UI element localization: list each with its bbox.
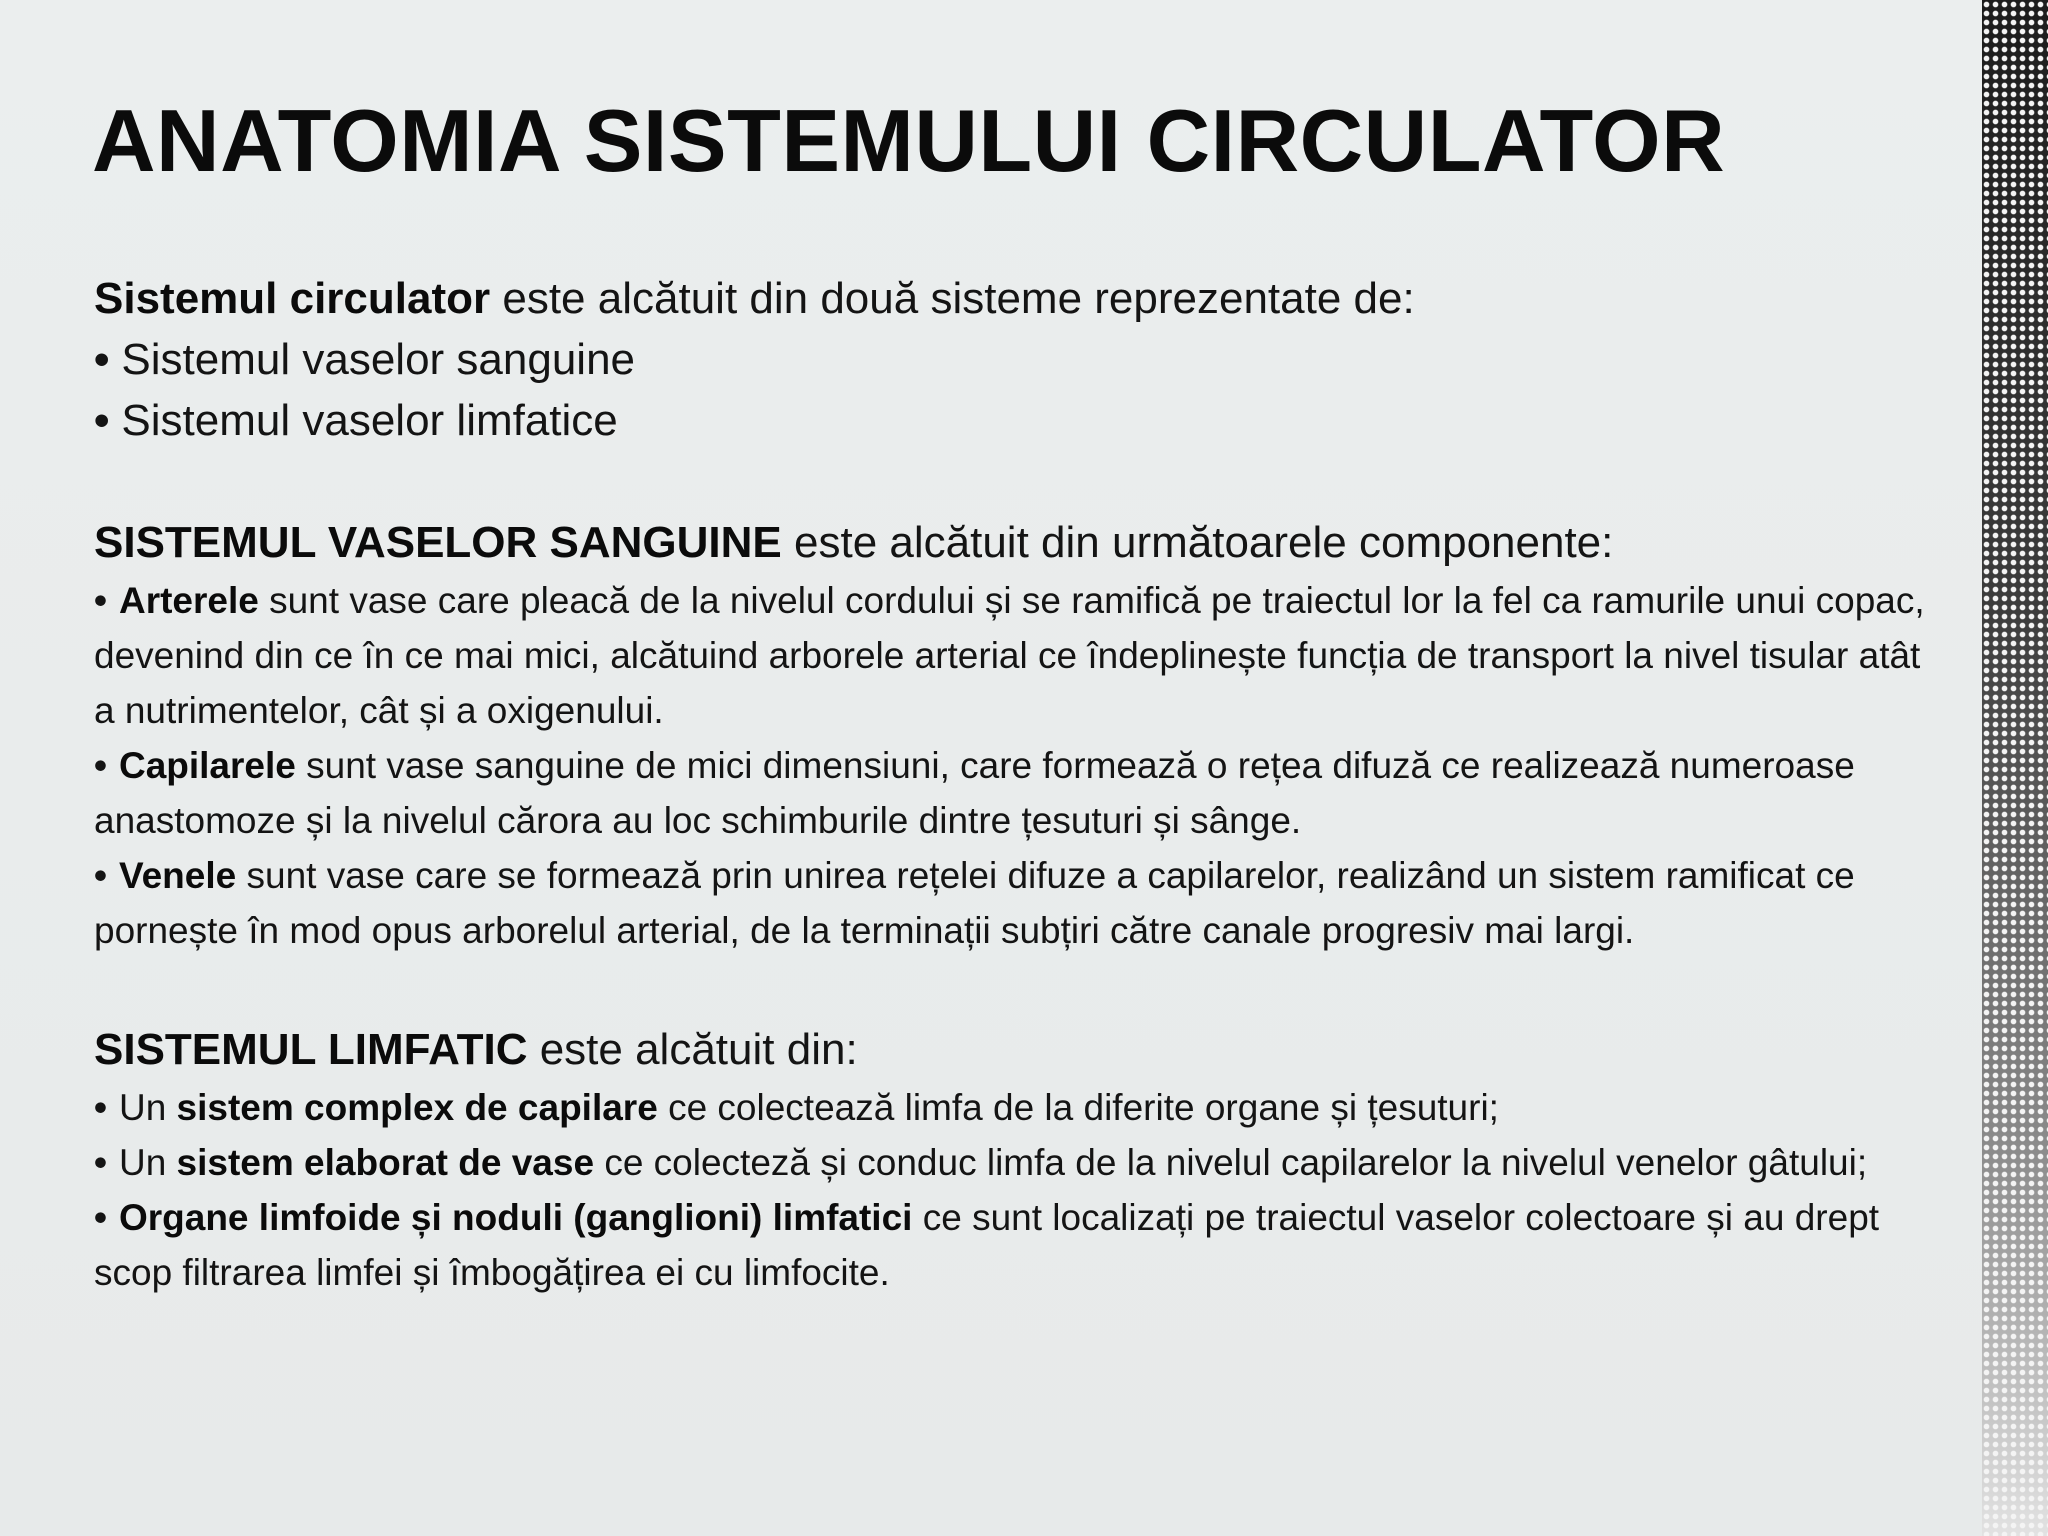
list-item-text: ce colectează limfa de la diferite organe și țesuturi; (657, 1087, 1499, 1128)
bullet-icon: • (94, 1087, 107, 1128)
list-item-text: sunt vase care se formează prin unirea rețelei difuze a capilarelor, realizând un sistem ramificat ce pornește în mod opus arborelul arterial, de la terminații subțiri către canale progresiv mai largi. (94, 855, 1855, 951)
sanguine-text: este alcătuit din următoarele componente: (781, 518, 1614, 567)
list-item-text: ce sunt localizați pe traiectul vaselor colectoare și au drept scop filtrarea limfei și îmbogățirea ei cu limfocite. (94, 1197, 1880, 1293)
list-item-term: sistem elaborat de vase (176, 1142, 595, 1183)
list-item-term: Organe limfoide și noduli (ganglioni) limfatici (118, 1197, 913, 1238)
list-item (94, 1135, 1944, 1190)
sanguine-list (94, 573, 1944, 958)
bullet-icon: • (94, 745, 107, 786)
sanguine-term: SISTEMUL VASELOR SANGUINE (94, 518, 782, 567)
bullet-icon: • (94, 396, 110, 445)
list-item-text: Sistemul vaselor sanguine (121, 335, 636, 384)
list-item-text: sunt vase sanguine de mici dimensiuni, care formează o rețea difuză ce realizează numeroase anastomoze și la nivelul cărora au loc schimburile dintre țesuturi și sânge. (94, 745, 1855, 841)
list-item-prefix: Un (118, 1142, 177, 1183)
list-item-term: Capilarele (118, 745, 296, 786)
bullet-icon: • (94, 1142, 107, 1183)
limfatic-heading (94, 1019, 1944, 1080)
bullet-icon: • (94, 1197, 107, 1238)
decorative-dot-pattern (1982, 0, 2048, 1536)
sanguine-heading (94, 512, 1944, 573)
intro-list (94, 329, 1944, 451)
list-item-term: Arterele (118, 580, 259, 621)
list-item-term: sistem complex de capilare (176, 1087, 658, 1128)
spacer (94, 958, 1944, 1019)
list-item-term: Venele (118, 855, 237, 896)
list-item-text: ce colecteză și conduc limfa de la nivelul capilarelor la nivelul venelor gâtului; (594, 1142, 1868, 1183)
list-item (94, 848, 1944, 958)
bullet-icon: • (94, 335, 110, 384)
list-item-prefix: Un (118, 1087, 177, 1128)
list-item (94, 390, 1944, 451)
limfatic-text: este alcătuit din: (527, 1025, 858, 1074)
spacer (94, 451, 1944, 512)
bullet-icon: • (94, 580, 107, 621)
list-item-text: sunt vase care pleacă de la nivelul cordului și se ramifică pe traiectul lor la fel ca ramurile unui copac, devenind din ce în ce mai mici, alcătuind arborele arterial ce îndeplinește funcția de transport la nivel tisular atât a nutrimentelor, cât și a oxigenului. (94, 580, 1925, 731)
list-item (94, 1080, 1944, 1135)
slide-title: ANATOMIA SISTEMULUI CIRCULATOR (92, 91, 1726, 190)
bullet-icon: • (94, 855, 107, 896)
intro-term: Sistemul circulator (94, 274, 491, 323)
limfatic-term: SISTEMUL LIMFATIC (94, 1025, 528, 1074)
list-item-text: Sistemul vaselor limfatice (121, 396, 618, 445)
list-item (94, 329, 1944, 390)
intro-paragraph (94, 268, 1944, 329)
list-item (94, 738, 1944, 848)
list-item (94, 1190, 1944, 1300)
intro-text: este alcătuit din două sisteme reprezentate de: (490, 274, 1415, 323)
limfatic-list (94, 1080, 1944, 1300)
slide-content (94, 268, 1944, 1300)
list-item (94, 573, 1944, 738)
